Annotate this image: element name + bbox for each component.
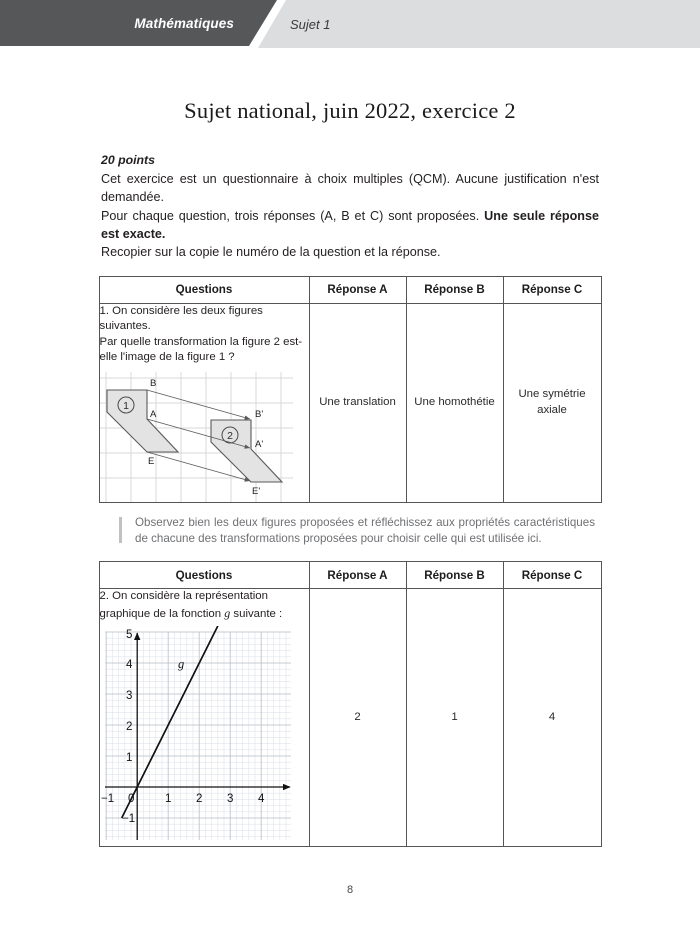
label-E: E: [147, 455, 154, 467]
page-header: [0, 0, 700, 50]
question-2-line-2-before: graphique de la fonction: [99, 607, 225, 620]
intro-line-2-bold: Une seule réponse est exacte.: [101, 208, 599, 242]
intro-line-1: Cet exercice est un questionnaire à choix multiples (QCM). Aucune justification n'est demandée.: [101, 171, 599, 205]
function-graph: [100, 626, 296, 846]
function-name-g: g: [224, 605, 231, 620]
label-Bprime: B': [254, 408, 263, 420]
figure-1-badge-label: 1: [122, 399, 129, 412]
header-subject-label: Mathématiques: [134, 15, 234, 31]
header-sujet-label: Sujet 1: [290, 16, 331, 32]
question-1-line-2: Par quelle transformation la figure 2 est-elle l'image de la figure 1 ?: [99, 335, 303, 364]
y-tick-minus1: −1: [121, 813, 135, 826]
hint-accent-bar: [119, 517, 122, 543]
question-2-line-1: 2. On considère la représentation: [99, 590, 268, 603]
function-line-g: [121, 626, 217, 818]
header-reponse-b: Réponse B: [406, 276, 503, 303]
y-tick-1: 1: [125, 752, 132, 765]
question-1-answer-c: Une symétrie axiale: [503, 303, 601, 502]
header-reponse-b: Réponse B: [406, 562, 503, 589]
curve-label-g: g: [177, 657, 184, 672]
header-reponse-a: Réponse A: [309, 562, 406, 589]
question-1-answer-b: Une homothétie: [406, 303, 503, 502]
header-questions: Questions: [99, 562, 309, 589]
header-reponse-c: Réponse C: [503, 562, 601, 589]
intro-line-2-plain: Pour chaque question, trois réponses (A, B et C) sont proposées.: [101, 208, 485, 223]
y-tick-4: 4: [125, 659, 132, 672]
label-Eprime: E': [251, 485, 260, 497]
x-tick-0: 0: [127, 793, 134, 806]
question-2-line-2: [100, 605, 309, 623]
table-header-row: [99, 276, 601, 303]
x-tick-4: 4: [257, 793, 264, 806]
intro-line-2: [101, 207, 599, 244]
label-Aprime: A': [254, 438, 263, 450]
question-2-cell: [99, 589, 309, 847]
intro-text: [101, 152, 599, 262]
x-tick-2: 2: [195, 793, 202, 806]
y-tick-5: 5: [125, 629, 132, 642]
label-B: B: [149, 377, 156, 389]
arrow-b-to-bprime: [147, 390, 250, 419]
table-row: [99, 589, 601, 847]
question-1-answer-a: Une translation: [309, 303, 406, 502]
page-content: [0, 50, 700, 847]
page-title: Sujet national, juin 2022, exercice 2: [184, 98, 516, 123]
transformation-figure-svg: [100, 372, 293, 502]
function-graph-svg: [100, 626, 296, 846]
qcm-table-2: [99, 561, 602, 847]
hint-text: Observez bien les deux figures proposées et réfléchissez aux propriétés caractéristiques de chacune des transformations proposées pour choisir celle qui est utilisée ici.: [135, 515, 595, 546]
header-reponse-c: Réponse C: [503, 276, 601, 303]
header-reponse-a: Réponse A: [309, 276, 406, 303]
question-2-line-2-after: suivante :: [230, 607, 283, 620]
figure-2-badge-label: 2: [226, 429, 233, 442]
hint-block: [105, 515, 595, 547]
points-label: 20 points: [101, 153, 155, 167]
x-tick-3: 3: [226, 793, 233, 806]
table-row: [99, 303, 601, 502]
figure-1-shape: [107, 390, 178, 452]
question-2-answer-a: 2: [309, 589, 406, 847]
header-questions: Questions: [99, 276, 309, 303]
question-1-cell: [99, 303, 309, 502]
question-1-line-1: 1. On considère les deux figures suivantes.: [99, 304, 263, 333]
page-number: 8: [346, 884, 354, 896]
intro-line-3: Recopier sur la copie le numéro de la question et la réponse.: [101, 245, 441, 260]
label-A: A: [149, 408, 156, 420]
x-tick-minus1: −1: [100, 793, 114, 806]
table-header-row: [99, 562, 601, 589]
qcm-table-1: [99, 276, 602, 503]
y-tick-2: 2: [125, 721, 132, 734]
transformation-figure: [100, 372, 293, 502]
y-tick-3: 3: [125, 690, 132, 703]
x-tick-1: 1: [164, 793, 171, 806]
graph-major-grid: [105, 632, 291, 840]
question-2-answer-c: 4: [503, 589, 601, 847]
question-2-answer-b: 1: [406, 589, 503, 847]
